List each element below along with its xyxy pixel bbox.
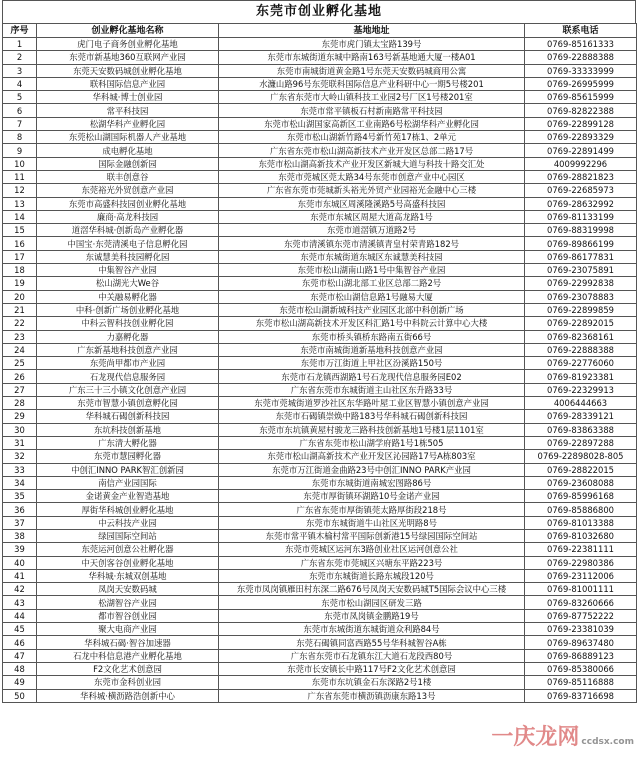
cell-index: 46 [3, 636, 37, 649]
watermark-logo [491, 720, 634, 751]
cell-phone: 0769-81013388 [525, 516, 637, 529]
cell-name: 金诺黄金产业智造基地 [37, 490, 219, 503]
cell-phone: 0769-26995999 [525, 77, 637, 90]
cell-name: 廉商·高龙科技园 [37, 210, 219, 223]
header-index: 序号 [3, 24, 37, 38]
cell-phone: 0769-23381039 [525, 623, 637, 636]
cell-name: 东莞裕光外贸创意产业园 [37, 184, 219, 197]
cell-address: 东莞市厚街镇环湖路10号金诺产业园 [219, 490, 525, 503]
table-row [3, 290, 637, 303]
table-row [3, 623, 637, 636]
table-row [3, 370, 637, 383]
cell-index: 15 [3, 224, 37, 237]
table-row [3, 676, 637, 689]
cell-index: 21 [3, 303, 37, 316]
header-address: 基地地址 [219, 24, 525, 38]
cell-phone: 0769-22329913 [525, 383, 637, 396]
cell-name: 常平科技园 [37, 104, 219, 117]
table-row [3, 463, 637, 476]
cell-name: 广东清大孵化器 [37, 436, 219, 449]
cell-name: 松湖智谷产业园 [37, 596, 219, 609]
cell-address: 东莞市常平镇木棆村常平国际创新港15号绿园国际空间站 [219, 529, 525, 542]
cell-address: 广东省东莞市松山湖学府路1号1栋505 [219, 436, 525, 449]
cell-index: 33 [3, 463, 37, 476]
cell-name: 广东三十三小镇文化创意产业园 [37, 383, 219, 396]
cell-index: 47 [3, 649, 37, 662]
cell-phone: 0769-81001111 [525, 583, 637, 596]
cell-index: 4 [3, 77, 37, 90]
table-row [3, 596, 637, 609]
cell-address: 广东省东莞市松山湖高新技术产业开发区总部二路17号 [219, 144, 525, 157]
cell-index: 39 [3, 543, 37, 556]
cell-index: 11 [3, 170, 37, 183]
cell-name: 石龙中科信息港产业孵化基地 [37, 649, 219, 662]
cell-index: 50 [3, 689, 37, 702]
cell-index: 1 [3, 38, 37, 51]
table-row [3, 91, 637, 104]
cell-address: 东莞市莞城街道罗沙社区东华路叶屋工业区智慧小镇创意产业园 [219, 397, 525, 410]
table-row [3, 330, 637, 343]
cell-index: 6 [3, 104, 37, 117]
cell-name: 中创汇INNO PARK智汇创新园 [37, 463, 219, 476]
spreadsheet [2, 0, 636, 703]
cell-address: 东莞市东城街道牛山社区光明路8号 [219, 516, 525, 529]
cell-index: 36 [3, 503, 37, 516]
cell-phone: 0769-22891499 [525, 144, 637, 157]
cell-index: 38 [3, 529, 37, 542]
cell-address: 东莞市道滘镇万道路2号 [219, 224, 525, 237]
table-row [3, 237, 637, 250]
cell-phone: 0769-22381111 [525, 543, 637, 556]
cell-address: 东莞市清溪镇东莞市清溪镇青皇村荣青路182号 [219, 237, 525, 250]
cell-phone: 0769-22899859 [525, 303, 637, 316]
table-row [3, 343, 637, 356]
cell-index: 42 [3, 583, 37, 596]
cell-phone: 0769-22980386 [525, 556, 637, 569]
cell-index: 20 [3, 290, 37, 303]
cell-address: 广东省东莞市莞城新头裕光外贸产业园裕光金融中心三楼 [219, 184, 525, 197]
table-row [3, 490, 637, 503]
cell-name: 华科城石碣·智谷加速器 [37, 636, 219, 649]
table-row [3, 224, 637, 237]
cell-address: 广东省东莞市东城街道主山社区东升路33号 [219, 383, 525, 396]
cell-phone: 0769-83863388 [525, 423, 637, 436]
cell-name: 华科城石碣创新科技园 [37, 410, 219, 423]
cell-address: 东莞市虎门镇太宝路139号 [219, 38, 525, 51]
cell-phone: 0769-85116888 [525, 676, 637, 689]
cell-index: 12 [3, 184, 37, 197]
cell-phone: 0769-23112006 [525, 569, 637, 582]
table-row [3, 569, 637, 582]
cell-name: 道滘华科城·创新岛产业孵化器 [37, 224, 219, 237]
cell-name: 东莞市金科创业园 [37, 676, 219, 689]
cell-phone: 0769-23078883 [525, 290, 637, 303]
cell-address: 广东省东莞市莞城区兴塘东平路223号 [219, 556, 525, 569]
cell-address: 东莞市长安镇长中路117号F2文化艺术创意园 [219, 662, 525, 675]
cell-address: 东莞市松山湖新城科技产业园区北部中科创新广场 [219, 303, 525, 316]
cell-name: 中天创客谷创业孵化基地 [37, 556, 219, 569]
table-row [3, 609, 637, 622]
cell-index: 13 [3, 197, 37, 210]
cell-phone: 0769-88319998 [525, 224, 637, 237]
table-row [3, 543, 637, 556]
cell-name: 东坑科技创新基地 [37, 423, 219, 436]
cell-name: 广东新基地科技创意产业园 [37, 343, 219, 356]
cell-name: 力嘉孵化器 [37, 330, 219, 343]
cell-index: 10 [3, 157, 37, 170]
table-row [3, 144, 637, 157]
cell-index: 7 [3, 117, 37, 130]
cell-phone: 4006444663 [525, 397, 637, 410]
cell-address: 东莞市桥头镇桥东路南五街66号 [219, 330, 525, 343]
cell-name: 中科·创新广场创业孵化基地 [37, 303, 219, 316]
cell-index: 8 [3, 131, 37, 144]
cell-address: 东莞市东坑镇黄屋村骏龙三路科技创新基地1号楼1层1101室 [219, 423, 525, 436]
table-row [3, 689, 637, 702]
cell-name: 东莞市智慧小镇创意孵化园 [37, 397, 219, 410]
cell-address: 广东省东莞市厚街镇莞太路厚街段218号 [219, 503, 525, 516]
table-row [3, 277, 637, 290]
cell-name: 石龙现代信息服务园 [37, 370, 219, 383]
header-phone: 联系电话 [525, 24, 637, 38]
cell-phone: 0769-81032680 [525, 529, 637, 542]
header-name: 创业孵化基地名称 [37, 24, 219, 38]
cell-phone: 0769-28632992 [525, 197, 637, 210]
cell-index: 31 [3, 436, 37, 449]
table-row [3, 649, 637, 662]
cell-address: 东莞市南城街道新基地科技创意产业园 [219, 343, 525, 356]
sheet-title: 东莞市创业孵化基地 [2, 0, 636, 23]
cell-address: 东莞市东城区周屋大道高龙路1号 [219, 210, 525, 223]
cell-phone: 0769-28822015 [525, 463, 637, 476]
table-row [3, 397, 637, 410]
cell-index: 3 [3, 64, 37, 77]
cell-phone: 0769-22888388 [525, 51, 637, 64]
cell-phone: 0769-22992838 [525, 277, 637, 290]
table-body [3, 38, 637, 703]
cell-address: 东莞市莞城区莞太路34号东莞市创意产业中心园区 [219, 170, 525, 183]
cell-phone: 0769-85886800 [525, 503, 637, 516]
cell-index: 49 [3, 676, 37, 689]
cell-phone: 0769-83260666 [525, 596, 637, 609]
cell-phone: 4009992296 [525, 157, 637, 170]
cell-address: 东莞市松山湖高新技术开发区科汇路1号中科院云计算中心大楼 [219, 317, 525, 330]
cell-address: 东莞市常平镇板石村新南路常平科技园 [219, 104, 525, 117]
cell-name: 东莞市高盛科技园创业孵化基地 [37, 197, 219, 210]
table-row [3, 516, 637, 529]
table-row [3, 556, 637, 569]
cell-address: 东莞石碣镇同富西路55号华科城智谷A栋 [219, 636, 525, 649]
table-row [3, 450, 637, 463]
cell-address: 东莞市东城街道东城街道众利路84号 [219, 623, 525, 636]
table-row [3, 210, 637, 223]
watermark-text: 一庆龙网 [491, 725, 580, 750]
header-row [3, 24, 637, 38]
cell-phone: 0769-82822388 [525, 104, 637, 117]
cell-phone: 0769-22776060 [525, 357, 637, 370]
cell-phone: 0769-85380066 [525, 662, 637, 675]
cell-index: 30 [3, 423, 37, 436]
table-row [3, 423, 637, 436]
cell-name: 联丰创意谷 [37, 170, 219, 183]
cell-index: 37 [3, 516, 37, 529]
table-row [3, 503, 637, 516]
cell-address: 东莞市东城街道东城区东诚慧美科技园 [219, 250, 525, 263]
cell-name: 中集智谷产业园 [37, 264, 219, 277]
cell-index: 5 [3, 91, 37, 104]
cell-address: 东莞市松山湖新竹路4号新竹苑17栋1、2单元 [219, 131, 525, 144]
cell-index: 28 [3, 397, 37, 410]
cell-phone: 0769-23075891 [525, 264, 637, 277]
table-row [3, 38, 637, 51]
table-row [3, 583, 637, 596]
cell-index: 32 [3, 450, 37, 463]
cell-phone: 0769-89637480 [525, 636, 637, 649]
cell-address: 东莞市凤岗镇金鹏路19号 [219, 609, 525, 622]
cell-address: 东莞市松山湖北部工业区总部二路2号 [219, 277, 525, 290]
cell-index: 26 [3, 370, 37, 383]
cell-index: 44 [3, 609, 37, 622]
table-row [3, 51, 637, 64]
cell-name: 华科城·横沥路浩创新中心 [37, 689, 219, 702]
cell-index: 45 [3, 623, 37, 636]
cell-name: 东莞松山湖国际机器人产业基地 [37, 131, 219, 144]
table-row [3, 264, 637, 277]
cell-phone: 0769-89866199 [525, 237, 637, 250]
cell-name: 中科云智科技创业孵化园 [37, 317, 219, 330]
cell-index: 17 [3, 250, 37, 263]
cell-name: 中关融易孵化器 [37, 290, 219, 303]
table-row [3, 476, 637, 489]
cell-index: 34 [3, 476, 37, 489]
cell-phone: 0769-22685973 [525, 184, 637, 197]
table-row [3, 410, 637, 423]
cell-index: 16 [3, 237, 37, 250]
cell-address: 东莞市东城街道南城宏图路86号 [219, 476, 525, 489]
cell-name: 成电孵化基地 [37, 144, 219, 157]
cell-name: 南信产业园国际 [37, 476, 219, 489]
cell-address: 东莞市凤岗镇雁田村东深二路676号凤岗天安数码城T5国际会议中心三楼 [219, 583, 525, 596]
cell-name: 中国宝·东莞清溪电子信息孵化园 [37, 237, 219, 250]
cell-address: 东莞市松山湖高新技术产业开发区新城大道与科技十路交汇处 [219, 157, 525, 170]
cell-index: 48 [3, 662, 37, 675]
cell-address: 东莞市南城街道黄金路1号东莞天安数码城商用公寓 [219, 64, 525, 77]
cell-index: 9 [3, 144, 37, 157]
cell-address: 东莞市松山湖园区研发三路 [219, 596, 525, 609]
cell-phone: 0769-85615999 [525, 91, 637, 104]
cell-name: 都市智谷创业园 [37, 609, 219, 622]
cell-name: 华科城·博士创业园 [37, 91, 219, 104]
cell-name: 东莞运河创意公社孵化器 [37, 543, 219, 556]
table-row [3, 117, 637, 130]
table-row [3, 436, 637, 449]
cell-name: 东莞市新基地360互联网产业园 [37, 51, 219, 64]
cell-index: 29 [3, 410, 37, 423]
cell-name: 中云科技产业园 [37, 516, 219, 529]
cell-phone: 0769-22888388 [525, 343, 637, 356]
cell-name: 凤岗天安数码城 [37, 583, 219, 596]
cell-name: 东莞尚甲都市产业园 [37, 357, 219, 370]
cell-index: 41 [3, 569, 37, 582]
watermark-url: ccdsx.com [581, 737, 634, 747]
cell-index: 35 [3, 490, 37, 503]
cell-address: 东莞市万江街道上甲社区汾溪路150号 [219, 357, 525, 370]
cell-name: 东莞天安数码城创业孵化基地 [37, 64, 219, 77]
cell-phone: 0769-83716698 [525, 689, 637, 702]
cell-address: 东莞市万江街道金曲路23号中创汇INNO PARK产业园 [219, 463, 525, 476]
cell-phone: 0769-82368161 [525, 330, 637, 343]
cell-phone: 0769-22893329 [525, 131, 637, 144]
cell-name: 厚街华科城创业孵化基地 [37, 503, 219, 516]
cell-phone: 0769-87752222 [525, 609, 637, 622]
cell-name: 联科国际信息产业园 [37, 77, 219, 90]
cell-address: 东莞市东城街道长路东城段120号 [219, 569, 525, 582]
table-row [3, 383, 637, 396]
cell-phone: 0769-85161333 [525, 38, 637, 51]
cell-address: 广东省东莞市大岭山镇科技工业园2号厂区1号楼201室 [219, 91, 525, 104]
cell-address: 广东省东莞市横沥镇沥康东路13号 [219, 689, 525, 702]
cell-name: F2文化艺术创意园 [37, 662, 219, 675]
table-row [3, 303, 637, 316]
table-row [3, 317, 637, 330]
table-row [3, 184, 637, 197]
table-row [3, 104, 637, 117]
cell-name: 虎门电子商务创业孵化基地 [37, 38, 219, 51]
cell-phone: 0769-23608088 [525, 476, 637, 489]
cell-name: 松湖华科产业孵化园 [37, 117, 219, 130]
cell-index: 14 [3, 210, 37, 223]
table-row [3, 357, 637, 370]
cell-name: 聚大电商产业园 [37, 623, 219, 636]
table-row [3, 77, 637, 90]
cell-phone: 0769-28339121 [525, 410, 637, 423]
table-row [3, 170, 637, 183]
cell-phone: 0769-22897288 [525, 436, 637, 449]
incubator-table [2, 23, 637, 703]
cell-index: 40 [3, 556, 37, 569]
cell-address: 东莞市松山湖南山路1号中集智谷产业园 [219, 264, 525, 277]
cell-index: 19 [3, 277, 37, 290]
cell-address: 东莞市石龙镇西湖路1号石龙现代信息服务园E02 [219, 370, 525, 383]
cell-address: 东莞市莞城区运河东3路创业社区运河创意公社 [219, 543, 525, 556]
cell-address: 东莞市东城街道东城中路南163号新基地通大厦一楼A01 [219, 51, 525, 64]
cell-phone: 0769-85996168 [525, 490, 637, 503]
table-row [3, 157, 637, 170]
table-row [3, 64, 637, 77]
table-row [3, 131, 637, 144]
cell-phone: 0769-28821823 [525, 170, 637, 183]
cell-index: 2 [3, 51, 37, 64]
cell-phone: 0769-22898028-805 [525, 450, 637, 463]
cell-address: 东莞市松山湖信息路1号融易大厦 [219, 290, 525, 303]
cell-index: 43 [3, 596, 37, 609]
table-row [3, 636, 637, 649]
cell-index: 24 [3, 343, 37, 356]
cell-phone: 0769-22892015 [525, 317, 637, 330]
cell-phone: 0769-81133199 [525, 210, 637, 223]
cell-phone: 0769-22899128 [525, 117, 637, 130]
cell-address: 东莞市松山湖高新技术产业开发区沁园路17号A栋803室 [219, 450, 525, 463]
cell-address: 东莞市松山湖国家高新区工业南路6号松湖华科产业孵化园 [219, 117, 525, 130]
cell-name: 绿园国际空间站 [37, 529, 219, 542]
cell-address: 东莞市东城区周溪隆溪路5号高盛科技园 [219, 197, 525, 210]
table-row [3, 197, 637, 210]
cell-index: 18 [3, 264, 37, 277]
cell-address: 水濂山路96号东莞联科国际信息产业科研中心一期5号楼201 [219, 77, 525, 90]
cell-index: 27 [3, 383, 37, 396]
cell-index: 22 [3, 317, 37, 330]
cell-phone: 0769-81923381 [525, 370, 637, 383]
cell-name: 东莞市慧园孵化器 [37, 450, 219, 463]
cell-name: 东诚慧美科技园孵化园 [37, 250, 219, 263]
cell-address: 东莞市石碣镇崇焕中路183号华科城石碣创新科技园 [219, 410, 525, 423]
cell-phone: 0769-86177831 [525, 250, 637, 263]
cell-address: 广东省东莞市石龙镇东江大道石龙段西80号 [219, 649, 525, 662]
cell-index: 25 [3, 357, 37, 370]
table-row [3, 529, 637, 542]
cell-name: 华科城·东城双创基地 [37, 569, 219, 582]
cell-phone: 0769-86889123 [525, 649, 637, 662]
cell-phone: 0769-33333999 [525, 64, 637, 77]
cell-index: 23 [3, 330, 37, 343]
table-row [3, 662, 637, 675]
cell-address: 东莞市东坑镇金石东深路2号1楼 [219, 676, 525, 689]
table-row [3, 250, 637, 263]
cell-name: 松山湖光大We谷 [37, 277, 219, 290]
cell-name: 国际金融创新园 [37, 157, 219, 170]
